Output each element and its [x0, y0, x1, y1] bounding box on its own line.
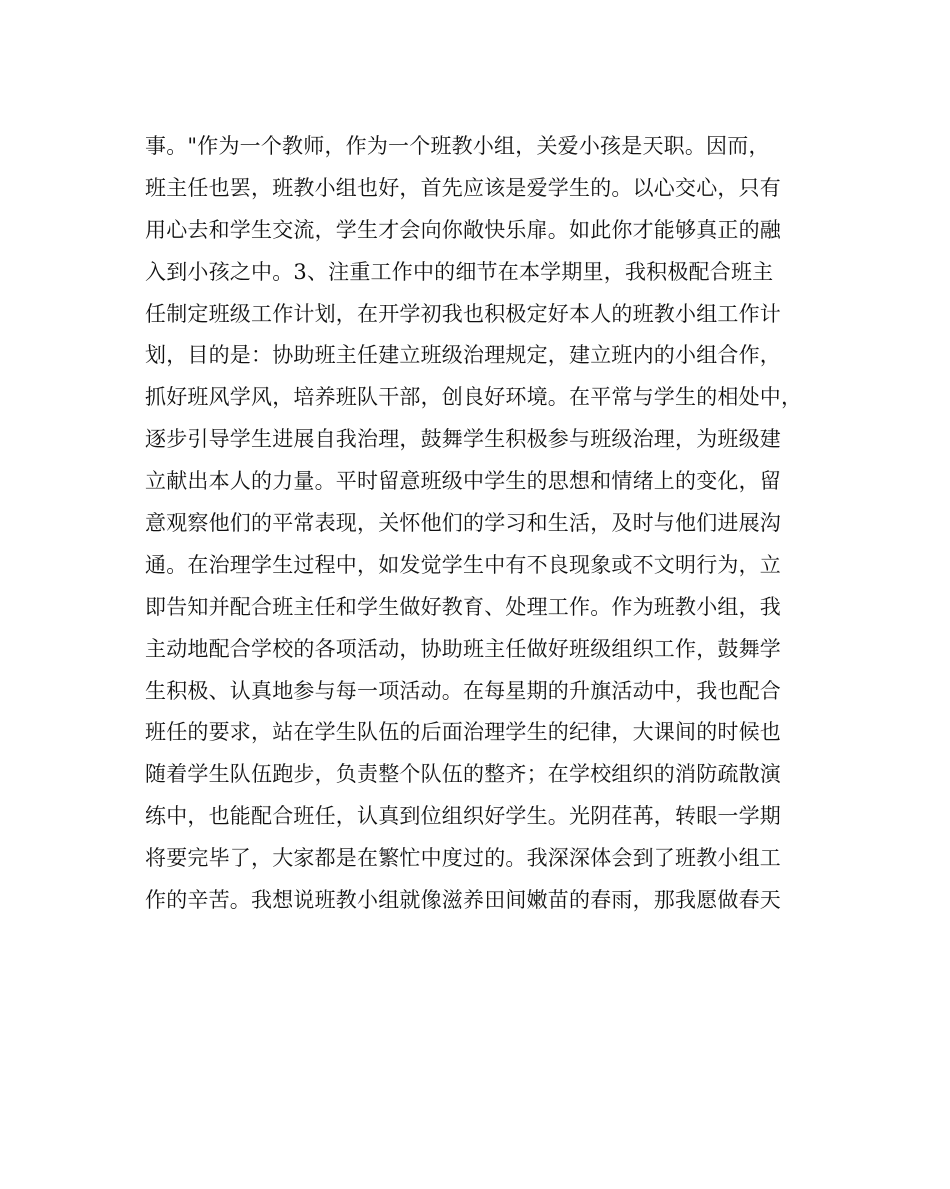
text-line: 立献出本人的力量。平时留意班级中学生的思想和情绪上的变化，留 [145, 469, 781, 494]
text-line: 作的辛苦。我想说班教小组就像滋养田间嫩苗的春雨，那我愿做春天 [145, 888, 781, 913]
text-line: 逐步引导学生进展自我治理，鼓舞学生积极参与班级治理，为班级建 [145, 427, 781, 452]
text-line: 班任的要求，站在学生队伍的后面治理学生的纪律，大课间的时候也 [145, 720, 781, 745]
text-line: 班主任也罢，班教小组也好，首先应该是爱学生的。以心交心，只有 [145, 175, 781, 200]
text-line: 任制定班级工作计划，在开学初我也积极定好本人的班教小组工作计 [145, 301, 781, 326]
text-line: 即告知并配合班主任和学生做好教育、处理工作。作为班教小组，我 [145, 594, 781, 619]
text-line: 主动地配合学校的各项活动，协助班主任做好班级组织工作，鼓舞学 [145, 636, 781, 661]
text-line: 将要完毕了，大家都是在繁忙中度过的。我深深体会到了班教小组工 [145, 846, 781, 871]
text-line: 随着学生队伍跑步，负责整个队伍的整齐；在学校组织的消防疏散演 [145, 762, 781, 787]
text-line: 练中，也能配合班任，认真到位组织好学生。光阴荏苒，转眼一学期 [145, 804, 781, 829]
text-line: 抓好班风学风，培养班队干部，创良好环境。在平常与学生的相处中， [145, 385, 803, 410]
text-line: 入到小孩之中。3、注重工作中的细节在本学期里，我积极配合班主 [145, 259, 774, 284]
text-line: 生积极、认真地参与每一项活动。在每星期的升旗活动中，我也配合 [145, 678, 781, 703]
text-line: 意观察他们的平常表现，关怀他们的学习和生活，及时与他们进展沟 [145, 511, 781, 536]
text-line: 划，目的是：协助班主任建立班级治理规定，建立班内的小组合作， [145, 343, 781, 368]
text-line: 事。"作为一个教师，作为一个班教小组，关爱小孩是天职。因而， [145, 134, 770, 158]
text-line: 用心去和学生交流，学生才会向你敞快乐扉。如此你才能够真正的融 [145, 217, 781, 242]
body-text [145, 126, 815, 922]
text-line: 通。在治理学生过程中，如发觉学生中有不良现象或不文明行为，立 [145, 552, 781, 577]
